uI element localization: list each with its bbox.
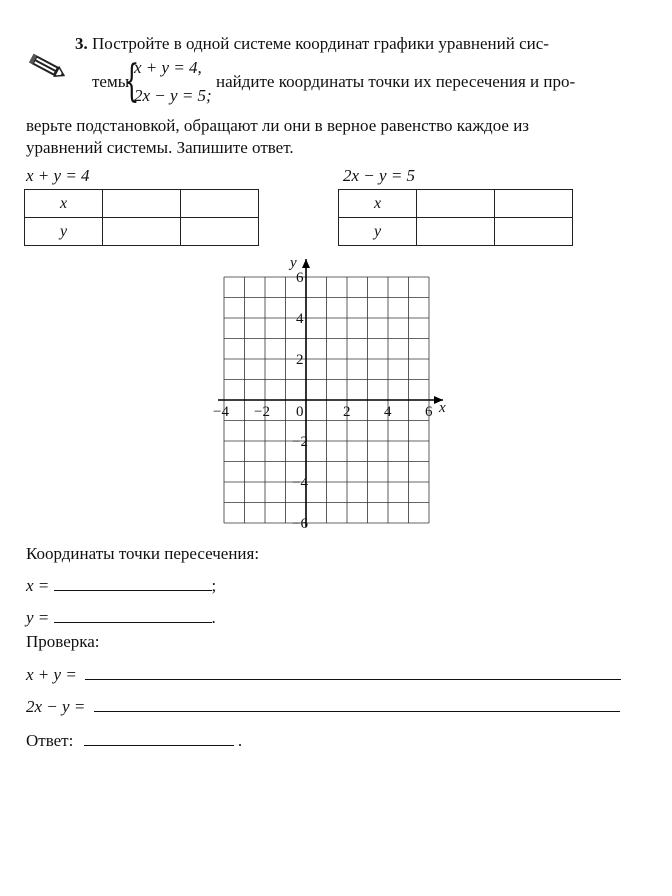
- y-axis-label: y: [290, 255, 297, 271]
- answer-label: Ответ:: [26, 731, 74, 750]
- x-tick-label: 4: [384, 404, 392, 420]
- x-answer-label: x =: [26, 576, 50, 595]
- system-brace: {: [124, 56, 140, 107]
- x-answer-field[interactable]: [54, 576, 212, 591]
- x-axis-label: x: [439, 400, 446, 416]
- table-cell[interactable]: [181, 190, 259, 218]
- table-cell[interactable]: [181, 218, 259, 246]
- check-1-row: [26, 665, 621, 685]
- check-2-label: 2x − y =: [26, 697, 86, 716]
- y-answer-end: .: [211, 608, 216, 627]
- y-tick-label: 2: [296, 352, 304, 368]
- task-text-2: найдите координаты точки их пересечения и про-: [216, 72, 576, 91]
- x-tick-label: 0: [296, 404, 304, 420]
- table-1-y-header: y: [25, 218, 103, 246]
- x-tick-label: 6: [425, 404, 433, 420]
- answer-field[interactable]: [84, 731, 234, 746]
- values-table-2: [338, 189, 573, 246]
- pencil-icon: [28, 50, 68, 84]
- table-row: [25, 218, 259, 246]
- y-tick-label: −2: [292, 434, 308, 450]
- table-row: [339, 218, 573, 246]
- coordinate-grid[interactable]: [200, 250, 460, 535]
- table-2-x-header: x: [339, 190, 417, 218]
- check-2-field[interactable]: [94, 697, 620, 712]
- table-1-label: x + y = 4: [26, 166, 90, 185]
- coords-title: Координаты точки пересечения:: [26, 544, 260, 563]
- task-line-1: [75, 34, 549, 54]
- y-axis-arrow: [302, 259, 310, 268]
- check-2-row: [26, 697, 620, 717]
- task-text-3: верьте подстановкой, обращают ли они в верное равенство каждое из: [26, 116, 530, 135]
- table-cell[interactable]: [417, 218, 495, 246]
- task-text-1: Постройте в одной системе координат графики уравнений сис-: [92, 34, 549, 53]
- check-1-field[interactable]: [85, 665, 621, 680]
- system-lead-word: темы: [92, 72, 130, 91]
- x-tick-label: −2: [254, 404, 270, 420]
- table-2-y-header: y: [339, 218, 417, 246]
- table-cell[interactable]: [417, 190, 495, 218]
- table-cell[interactable]: [495, 190, 573, 218]
- equation-2: 2x − y = 5;: [134, 86, 212, 105]
- check-title: Проверка:: [26, 632, 100, 651]
- table-2-label: 2x − y = 5: [343, 166, 416, 185]
- x-tick-label: 2: [343, 404, 351, 420]
- y-answer-field[interactable]: [54, 608, 212, 623]
- y-tick-label: −4: [292, 475, 308, 491]
- y-tick-label: 4: [296, 311, 304, 327]
- task-number: 3.: [75, 34, 88, 53]
- table-cell[interactable]: [103, 190, 181, 218]
- table-1-x-header: x: [25, 190, 103, 218]
- check-1-label: x + y =: [26, 665, 77, 684]
- task-text-4: уравнений системы. Запишите ответ.: [26, 138, 294, 157]
- x-answer-row: [26, 576, 216, 596]
- y-answer-row: [26, 608, 216, 628]
- table-cell[interactable]: [103, 218, 181, 246]
- table-row: [339, 190, 573, 218]
- table-cell[interactable]: [495, 218, 573, 246]
- y-answer-label: y =: [26, 608, 50, 627]
- answer-row: [26, 731, 242, 751]
- table-row: [25, 190, 259, 218]
- y-tick-label: 6: [296, 270, 304, 286]
- answer-end: .: [237, 731, 243, 750]
- y-tick-label: −6: [292, 516, 308, 532]
- values-table-1: [24, 189, 259, 246]
- x-tick-label: −4: [213, 404, 229, 420]
- x-answer-end: ;: [211, 576, 217, 595]
- equation-1: x + y = 4,: [134, 58, 202, 77]
